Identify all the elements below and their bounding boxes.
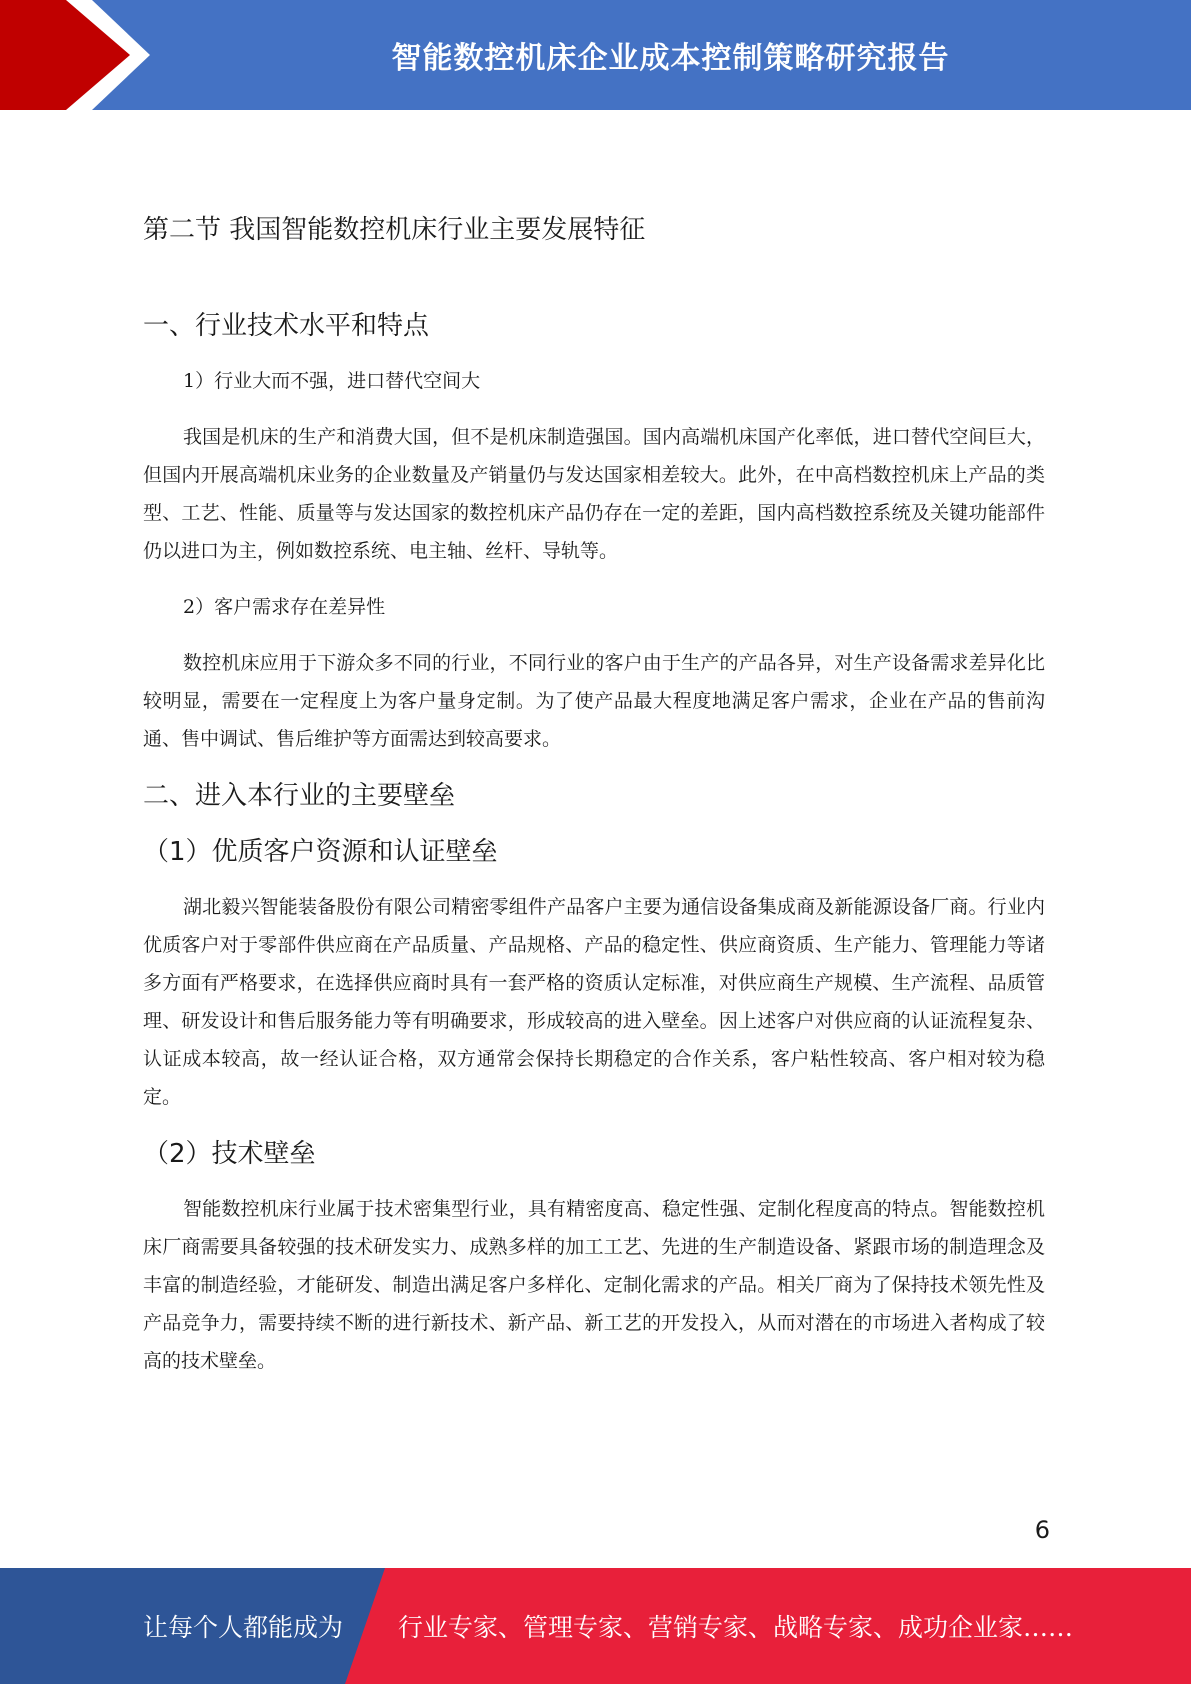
paragraph-customer-demand: 数控机床应用于下游众多不同的行业，不同行业的客户由于生产的产品各异，对生产设备需求差异化比较明显，需要在一定程度上为客户量身定制。为了使产品最大程度地满足客户需求，企业在产品的售前沟通、售中调试、售后维护等方面需达到较高要求。 — [143, 652, 1045, 750]
heading-technical-barrier: （2）技术壁垒 — [143, 1139, 316, 1169]
page-footer — [0, 1568, 1191, 1684]
subheading-import-substitution: 1）行业大而不强，进口替代空间大 — [183, 370, 481, 392]
heading-entry-barriers: 二、进入本行业的主要壁垒 — [143, 781, 456, 811]
paragraph-technical-barrier: 智能数控机床行业属于技术密集型行业，具有精密度高、稳定性强、定制化程度高的特点。智能数控机床厂商需要具备较强的技术研发实力、成熟多样的加工工艺、先进的生产制造设备、紧跟市场的制造理念及丰富的制造经验，才能研发、制造出满足客户多样化、定制化需求的产品。相关厂商为了保持技术领先性及产品竞争力，需要持续不断的进行新技术、新产品、新工艺的开发投入，从而对潜在的市场进入者构成了较高的技术壁垒。 — [143, 1198, 1045, 1372]
footer-slogan-right: 行业专家、管理专家、营销专家、战略专家、成功企业家…… — [398, 1613, 1074, 1642]
page-number: 6 — [1034, 1516, 1050, 1544]
heading-customer-certification: （1）优质客户资源和认证壁垒 — [143, 837, 498, 867]
paragraph-customer-certification: 湖北毅兴智能装备股份有限公司精密零组件产品客户主要为通信设备集成商及新能源设备厂商。行业内优质客户对于零部件供应商在产品质量、产品规格、产品的稳定性、供应商资质、生产能力、管理能力等诸多方面有严格要求，在选择供应商时具有一套严格的资质认定标准，对供应商生产规模、生产流程、品质管理、研发设计和售后服务能力等有明确要求，形成较高的进入壁垒。因上述客户对供应商的认证流程复杂、认证成本较高，故一经认证合格，双方通常会保持长期稳定的合作关系，客户粘性较高、客户相对较为稳定。 — [143, 896, 1045, 1108]
heading-industry-tech: 一、行业技术水平和特点 — [143, 311, 430, 341]
footer-slogan-left: 让每个人都能成为 — [143, 1613, 344, 1642]
paragraph-import-substitution: 我国是机床的生产和消费大国，但不是机床制造强国。国内高端机床国产化率低，进口替代空间巨大，但国内开展高端机床业务的企业数量及产销量仍与发达国家相差较大。此外，在中高档数控机床上产品的类型、工艺、性能、质量等与发达国家的数控机床产品仍存在一定的差距，国内高档数控系统及关键功能部件仍以进口为主，例如数控系统、电主轴、丝杆、导轨等。 — [143, 426, 1045, 562]
document-body — [143, 210, 1045, 1398]
section-title: 第二节 我国智能数控机床行业主要发展特征 — [143, 215, 646, 245]
subheading-customer-demand: 2）客户需求存在差异性 — [183, 596, 386, 618]
report-title: 智能数控机床企业成本控制策略研究报告 — [391, 41, 950, 76]
page-header — [0, 0, 1191, 110]
